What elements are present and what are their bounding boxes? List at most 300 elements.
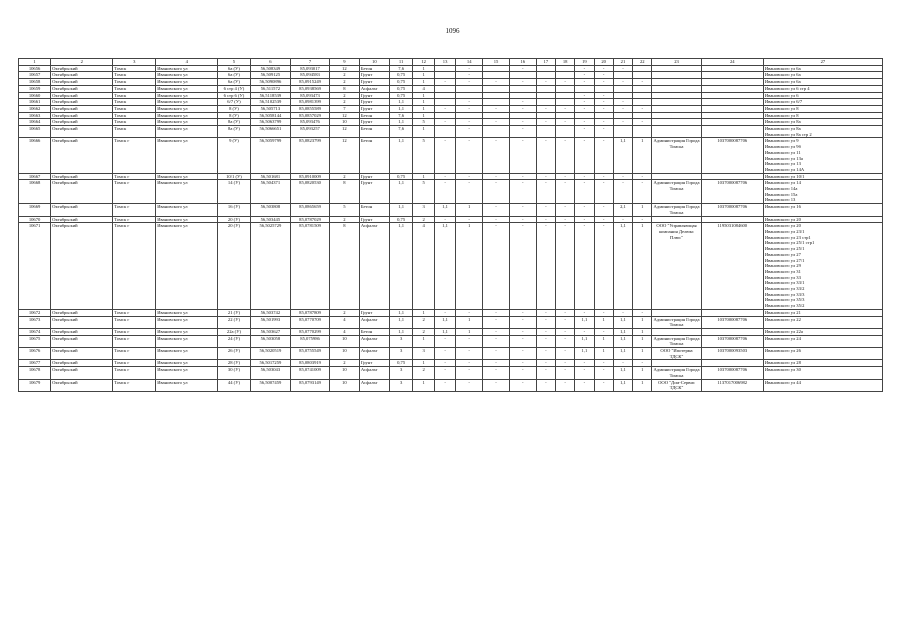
table-cell: Ивановского ул: [156, 360, 218, 367]
table-cell: -: [536, 216, 555, 223]
table-cell: 1: [413, 92, 434, 99]
table-cell: 1: [456, 223, 483, 310]
table-cell: -: [509, 99, 536, 106]
column-number: 19: [575, 59, 594, 66]
table-cell: 1,1: [389, 180, 413, 204]
table-cell: 1037000087706: [701, 204, 763, 216]
table-row: [19, 119, 883, 126]
table-row: [19, 79, 883, 86]
table-row: [19, 92, 883, 99]
table-cell: 56,503742: [250, 309, 291, 316]
table-cell: -: [434, 180, 455, 204]
table-cell: -: [594, 72, 613, 79]
table-row: [19, 180, 883, 204]
table-cell: Томск г: [113, 223, 156, 310]
table-cell: [633, 112, 652, 119]
table-cell: 8: [329, 223, 359, 310]
table-cell: 1,1: [389, 204, 413, 216]
column-number: 11: [389, 59, 413, 66]
table-cell: Ивановского ул: [156, 328, 218, 335]
table-row: [19, 379, 883, 391]
table-cell: Томск г: [113, 316, 156, 328]
table-cell: Томск г: [113, 328, 156, 335]
table-cell: -: [594, 138, 613, 173]
table-cell: -: [456, 309, 483, 316]
table-cell: [536, 99, 555, 106]
table-cell: 8: [329, 85, 359, 92]
table-cell: 14 (У): [218, 180, 250, 204]
table-cell: 56,5118539: [250, 92, 291, 99]
table-cell: [613, 92, 632, 99]
table-cell: 1: [633, 316, 652, 328]
table-cell: Томск: [113, 119, 156, 126]
table-cell: 24 (У): [218, 335, 250, 347]
table-cell: -: [575, 72, 594, 79]
table-cell: [701, 105, 763, 112]
table-row: [19, 367, 883, 379]
table-cell: 1,1: [389, 316, 413, 328]
table-cell: [652, 173, 701, 180]
table-cell: 2: [413, 367, 434, 379]
table-cell: [613, 112, 632, 119]
table-cell: -: [509, 173, 536, 180]
table-cell: 0,75: [389, 79, 413, 86]
table-cell: 1,1: [613, 223, 632, 310]
table-cell: -: [575, 204, 594, 216]
table-cell: 1,1: [575, 316, 594, 328]
table-cell: 2: [329, 72, 359, 79]
table-cell: 1,1: [434, 316, 455, 328]
table-cell: -: [633, 180, 652, 204]
table-cell: -: [434, 309, 455, 316]
table-cell: [555, 99, 574, 106]
table-cell: 56,503445: [250, 216, 291, 223]
table-cell: 2,1: [613, 204, 632, 216]
table-cell: 10656: [19, 65, 51, 72]
table-cell: 1,1: [434, 328, 455, 335]
table-cell: -: [555, 223, 574, 310]
table-cell: 10657: [19, 72, 51, 79]
column-number: 16: [509, 59, 536, 66]
table-cell: Администрация Города Томска: [653, 204, 700, 215]
table-cell: 56,5059799: [250, 138, 291, 173]
table-cell: [633, 92, 652, 99]
table-cell: -: [536, 348, 555, 360]
table-cell: 85,093473: [291, 92, 330, 99]
table-cell: 4: [329, 328, 359, 335]
table-cell: -: [555, 119, 574, 126]
table-cell: 0,75: [389, 85, 413, 92]
table-cell: -: [483, 367, 510, 379]
table-cell: -: [575, 79, 594, 86]
table-cell: Октябрьский: [51, 72, 113, 79]
table-cell: 1,1: [613, 138, 632, 173]
table-cell: Томск: [113, 92, 156, 99]
table-cell: -: [483, 223, 510, 310]
table-cell: 2: [329, 360, 359, 367]
table-cell: -: [536, 173, 555, 180]
table-cell: Томск: [113, 72, 156, 79]
column-number: 7: [291, 59, 330, 66]
table-cell: Грунт: [359, 72, 389, 79]
table-cell: -: [575, 173, 594, 180]
table-cell: Томск г: [113, 367, 156, 379]
table-cell: Ивановского ул: [156, 105, 218, 112]
table-cell: -: [434, 360, 455, 367]
table-cell: 56,5025729: [250, 223, 291, 310]
table-cell: Грунт: [359, 360, 389, 367]
table-cell: [613, 85, 632, 92]
table-cell: 1: [413, 112, 434, 119]
column-number: 22: [633, 59, 652, 66]
column-number: 24: [701, 59, 763, 66]
table-cell: 85,075986: [291, 335, 330, 347]
table-cell: [701, 119, 763, 126]
table-cell: Ивановского ул 26: [763, 348, 882, 360]
table-cell: -: [456, 79, 483, 86]
table-cell: 0,75: [389, 216, 413, 223]
column-number: 6: [250, 59, 291, 66]
table-cell: 20 (У): [218, 223, 250, 310]
table-cell: -: [555, 204, 574, 216]
table-cell: -: [613, 180, 632, 204]
table-cell: 7,6: [389, 126, 413, 138]
table-cell: -: [456, 360, 483, 367]
table-cell: -: [555, 335, 574, 347]
table-cell: 16 (У): [218, 204, 250, 216]
table-cell: -: [555, 180, 574, 204]
table-cell: Асфальт: [359, 367, 389, 379]
table-cell: -: [483, 379, 510, 391]
table-cell: 85,0981399: [291, 99, 330, 106]
table-cell: [652, 126, 701, 138]
column-number: 17: [536, 59, 555, 66]
column-number: 3: [113, 59, 156, 66]
table-cell: -: [555, 309, 574, 316]
table-cell: 1037000087706: [701, 367, 763, 379]
table-cell: Октябрьский: [51, 180, 113, 204]
table-cell: Администрация Города Томска: [653, 335, 700, 347]
table-cell: 6а (У): [218, 65, 250, 72]
table-cell: Октябрьский: [51, 328, 113, 335]
table-cell: 1: [413, 126, 434, 138]
table-row: [19, 328, 883, 335]
table-cell: 1037000087706: [701, 316, 763, 328]
table-cell: Асфальт: [359, 85, 389, 92]
table-cell: 1: [633, 138, 652, 173]
table-cell: 5: [413, 138, 434, 173]
table-cell: 1,1: [613, 335, 632, 347]
table-cell: 1,1: [434, 204, 455, 216]
table-cell: [701, 309, 763, 316]
table-cell: -: [509, 204, 536, 216]
table-cell: -: [456, 173, 483, 180]
table-cell: Ивановского ул 6а: [763, 79, 882, 86]
table-cell: 5: [413, 119, 434, 126]
table-cell: -: [509, 367, 536, 379]
table-cell: [536, 92, 555, 99]
table-cell: -: [434, 105, 455, 112]
table-cell: 56,5090896: [250, 79, 291, 86]
table-cell: 1: [413, 79, 434, 86]
table-cell: 85,0820530: [291, 180, 330, 204]
table-cell: 85,0755549: [291, 348, 330, 360]
table-cell: -: [509, 126, 536, 138]
table-cell: -: [434, 138, 455, 173]
table-cell: 8а (У): [218, 119, 250, 126]
table-cell: Октябрьский: [51, 216, 113, 223]
table-cell: Октябрьский: [51, 335, 113, 347]
table-cell: 56,5058144: [250, 112, 291, 119]
table-cell: [652, 216, 701, 223]
table-cell: -: [594, 180, 613, 204]
table-cell: Ивановского ул: [156, 223, 218, 310]
table-cell: [456, 92, 483, 99]
table-cell: 1,1: [389, 328, 413, 335]
table-row: [19, 99, 883, 106]
table-cell: Ивановского ул 10/1: [763, 173, 882, 180]
table-cell: 1: [413, 309, 434, 316]
table-cell: 56,5063799: [250, 119, 291, 126]
table-cell: [483, 112, 510, 119]
table-cell: -: [536, 223, 555, 310]
table-cell: -: [483, 309, 510, 316]
table-cell: 10: [329, 348, 359, 360]
table-cell: 1: [594, 316, 613, 328]
table-cell: Ивановского ул: [156, 112, 218, 119]
table-row: [19, 105, 883, 112]
table-cell: -: [536, 79, 555, 86]
table-cell: 10: [329, 367, 359, 379]
table-cell: -: [456, 105, 483, 112]
table-cell: 10663: [19, 112, 51, 119]
table-cell: [555, 72, 574, 79]
table-cell: [434, 92, 455, 99]
table-row: [19, 316, 883, 328]
table-cell: 8: [329, 180, 359, 204]
table-cell: 4: [413, 85, 434, 92]
table-cell: Октябрьский: [51, 138, 113, 173]
table-cell: 22а (У): [218, 328, 250, 335]
table-cell: [701, 360, 763, 367]
table-cell: -: [594, 173, 613, 180]
table-cell: 10: [329, 379, 359, 391]
table-cell: 10678: [19, 367, 51, 379]
table-cell: -: [483, 316, 510, 328]
table-cell: -: [509, 335, 536, 347]
table-row: [19, 72, 883, 79]
table-cell: 10675: [19, 335, 51, 347]
waste-sites-register-table: [18, 58, 883, 392]
table-cell: -: [509, 216, 536, 223]
table-cell: -: [594, 105, 613, 112]
table-cell: Ивановского ул: [156, 335, 218, 347]
table-cell: Ивановского ул 20 Ивановского ул 23/1 Ивановского ул 23 стр1 Ивановского ул 25/1 стр1 Ивановского ул 25/1 Ивановского ул 27 Ивановского ул 27/1 Ивановского ул 29 Ивановского ул 31 Ивановского ул 33 Ивановского ул 33/1 Ивановского ул 33/2 Ивановского ул 33/3 Ивановского ул 35/3 Ивановского ул 35/2: [763, 223, 882, 310]
table-cell: 56,5017259: [250, 360, 291, 367]
table-cell: 56,5020519: [250, 348, 291, 360]
table-cell: [483, 72, 510, 79]
table-cell: Бетон: [359, 204, 389, 216]
table-cell: Ивановского ул 6а: [763, 72, 882, 79]
table-cell: Грунт: [359, 216, 389, 223]
table-cell: [633, 65, 652, 72]
table-cell: Ивановского ул: [156, 85, 218, 92]
table-cell: 2: [329, 92, 359, 99]
table-cell: -: [483, 180, 510, 204]
table-cell: Томск: [113, 112, 156, 119]
table-cell: [633, 99, 652, 106]
table-cell: Ивановского ул: [156, 204, 218, 216]
table-cell: 10658: [19, 79, 51, 86]
table-cell: 2: [329, 99, 359, 106]
table-row: [19, 173, 883, 180]
table-cell: [652, 360, 701, 367]
table-cell: Бетон: [359, 112, 389, 119]
table-cell: Октябрьский: [51, 360, 113, 367]
table-cell: 56,503058: [250, 335, 291, 347]
table-cell: 2: [329, 173, 359, 180]
table-cell: 4: [329, 316, 359, 328]
table-cell: Асфальт: [359, 348, 389, 360]
table-cell: Томск г: [113, 138, 156, 173]
table-cell: -: [555, 360, 574, 367]
table-cell: [555, 65, 574, 72]
table-cell: -: [456, 367, 483, 379]
table-cell: 1037000087706: [701, 180, 763, 204]
table-cell: -: [434, 79, 455, 86]
table-cell: 1: [413, 99, 434, 106]
table-cell: -: [594, 79, 613, 86]
table-cell: [434, 126, 455, 138]
column-number: 23: [652, 59, 701, 66]
table-cell: 85,0787029: [291, 216, 330, 223]
table-cell: -: [633, 105, 652, 112]
table-cell: -: [613, 360, 632, 367]
table-cell: 85,0910009: [291, 173, 330, 180]
table-cell: -: [555, 173, 574, 180]
table-cell: 85,0915249: [291, 79, 330, 86]
table-cell: [456, 85, 483, 92]
table-cell: 1,1: [389, 138, 413, 173]
table-cell: -: [483, 105, 510, 112]
table-cell: Ивановского ул 14 Ивановского 14а Ивановского 15а Ивановского 13: [763, 180, 882, 204]
table-cell: 85,0865659: [291, 204, 330, 216]
table-cell: -: [434, 173, 455, 180]
table-cell: 10: [329, 335, 359, 347]
table-cell: -: [613, 119, 632, 126]
table-cell: Томск г: [113, 216, 156, 223]
table-cell: Октябрьский: [51, 105, 113, 112]
table-cell: 85,0857029: [291, 112, 330, 119]
table-cell: [701, 126, 763, 138]
table-cell: [536, 85, 555, 92]
table-cell: 1,1: [389, 99, 413, 106]
table-cell: Октябрьский: [51, 112, 113, 119]
table-cell: 6/7 (У): [218, 99, 250, 106]
table-cell: [434, 85, 455, 92]
table-cell: -: [594, 204, 613, 216]
table-cell: -: [594, 65, 613, 72]
table-cell: 8а (У): [218, 126, 250, 138]
table-cell: [652, 119, 701, 126]
table-cell: [483, 92, 510, 99]
table-cell: -: [456, 180, 483, 204]
table-cell: [701, 173, 763, 180]
table-cell: Октябрьский: [51, 79, 113, 86]
table-row: [19, 223, 883, 310]
table-cell: 21 (У): [218, 309, 250, 316]
table-cell: Грунт: [359, 105, 389, 112]
table-cell: 7,6: [389, 112, 413, 119]
table-cell: [701, 72, 763, 79]
table-cell: Ивановского ул: [156, 79, 218, 86]
column-number-row: [19, 59, 883, 66]
table-cell: -: [633, 119, 652, 126]
column-number: 13: [434, 59, 455, 66]
table-cell: Ивановского ул 6 стр 4: [763, 85, 882, 92]
table-cell: -: [509, 138, 536, 173]
column-number: 14: [456, 59, 483, 66]
table-cell: 1,1: [389, 309, 413, 316]
table-cell: 10679: [19, 379, 51, 391]
table-cell: 26 (У): [218, 348, 250, 360]
table-cell: -: [613, 65, 632, 72]
table-cell: -: [456, 72, 483, 79]
table-cell: Ивановского ул: [156, 309, 218, 316]
table-cell: [701, 92, 763, 99]
table-cell: -: [633, 173, 652, 180]
table-cell: [652, 72, 701, 79]
table-cell: Ивановского ул 8: [763, 112, 882, 119]
table-cell: Администрация Города Томска: [653, 367, 700, 378]
table-cell: -: [456, 216, 483, 223]
table-cell: Ивановского ул 9 Ивановского ул 9б Ивановского ул 11 Ивановского ул 13а Ивановского ул 13 Ивановского ул 14А: [763, 138, 882, 173]
table-cell: -: [594, 126, 613, 138]
table-cell: Бетон: [359, 65, 389, 72]
table-cell: 85,0787809: [291, 309, 330, 316]
table-cell: 56,509125: [250, 72, 291, 79]
table-cell: 10669: [19, 204, 51, 216]
table-cell: 85,094583: [291, 72, 330, 79]
table-cell: 1: [594, 348, 613, 360]
table-cell: [633, 72, 652, 79]
table-cell: -: [613, 99, 632, 106]
table-cell: Грунт: [359, 180, 389, 204]
table-cell: 56,505713: [250, 105, 291, 112]
table-cell: -: [575, 379, 594, 391]
table-cell: 1037000093503: [701, 348, 763, 360]
table-cell: -: [456, 335, 483, 347]
table-cell: Томск: [113, 65, 156, 72]
table-cell: Ивановского ул: [156, 92, 218, 99]
table-cell: 10670: [19, 216, 51, 223]
table-cell: [555, 85, 574, 92]
table-cell: -: [434, 379, 455, 391]
table-cell: 8 (У): [218, 105, 250, 112]
table-cell: 9 (У): [218, 138, 250, 173]
table-cell: [701, 65, 763, 72]
table-cell: [575, 112, 594, 119]
table-cell: Октябрьский: [51, 119, 113, 126]
table-cell: 56,504371: [250, 180, 291, 204]
table-cell: -: [633, 79, 652, 86]
table-cell: Томск г: [113, 335, 156, 347]
table-cell: -: [483, 173, 510, 180]
table-cell: -: [575, 360, 594, 367]
table-cell: [701, 112, 763, 119]
table-cell: Октябрьский: [51, 316, 113, 328]
table-cell: Октябрьский: [51, 99, 113, 106]
